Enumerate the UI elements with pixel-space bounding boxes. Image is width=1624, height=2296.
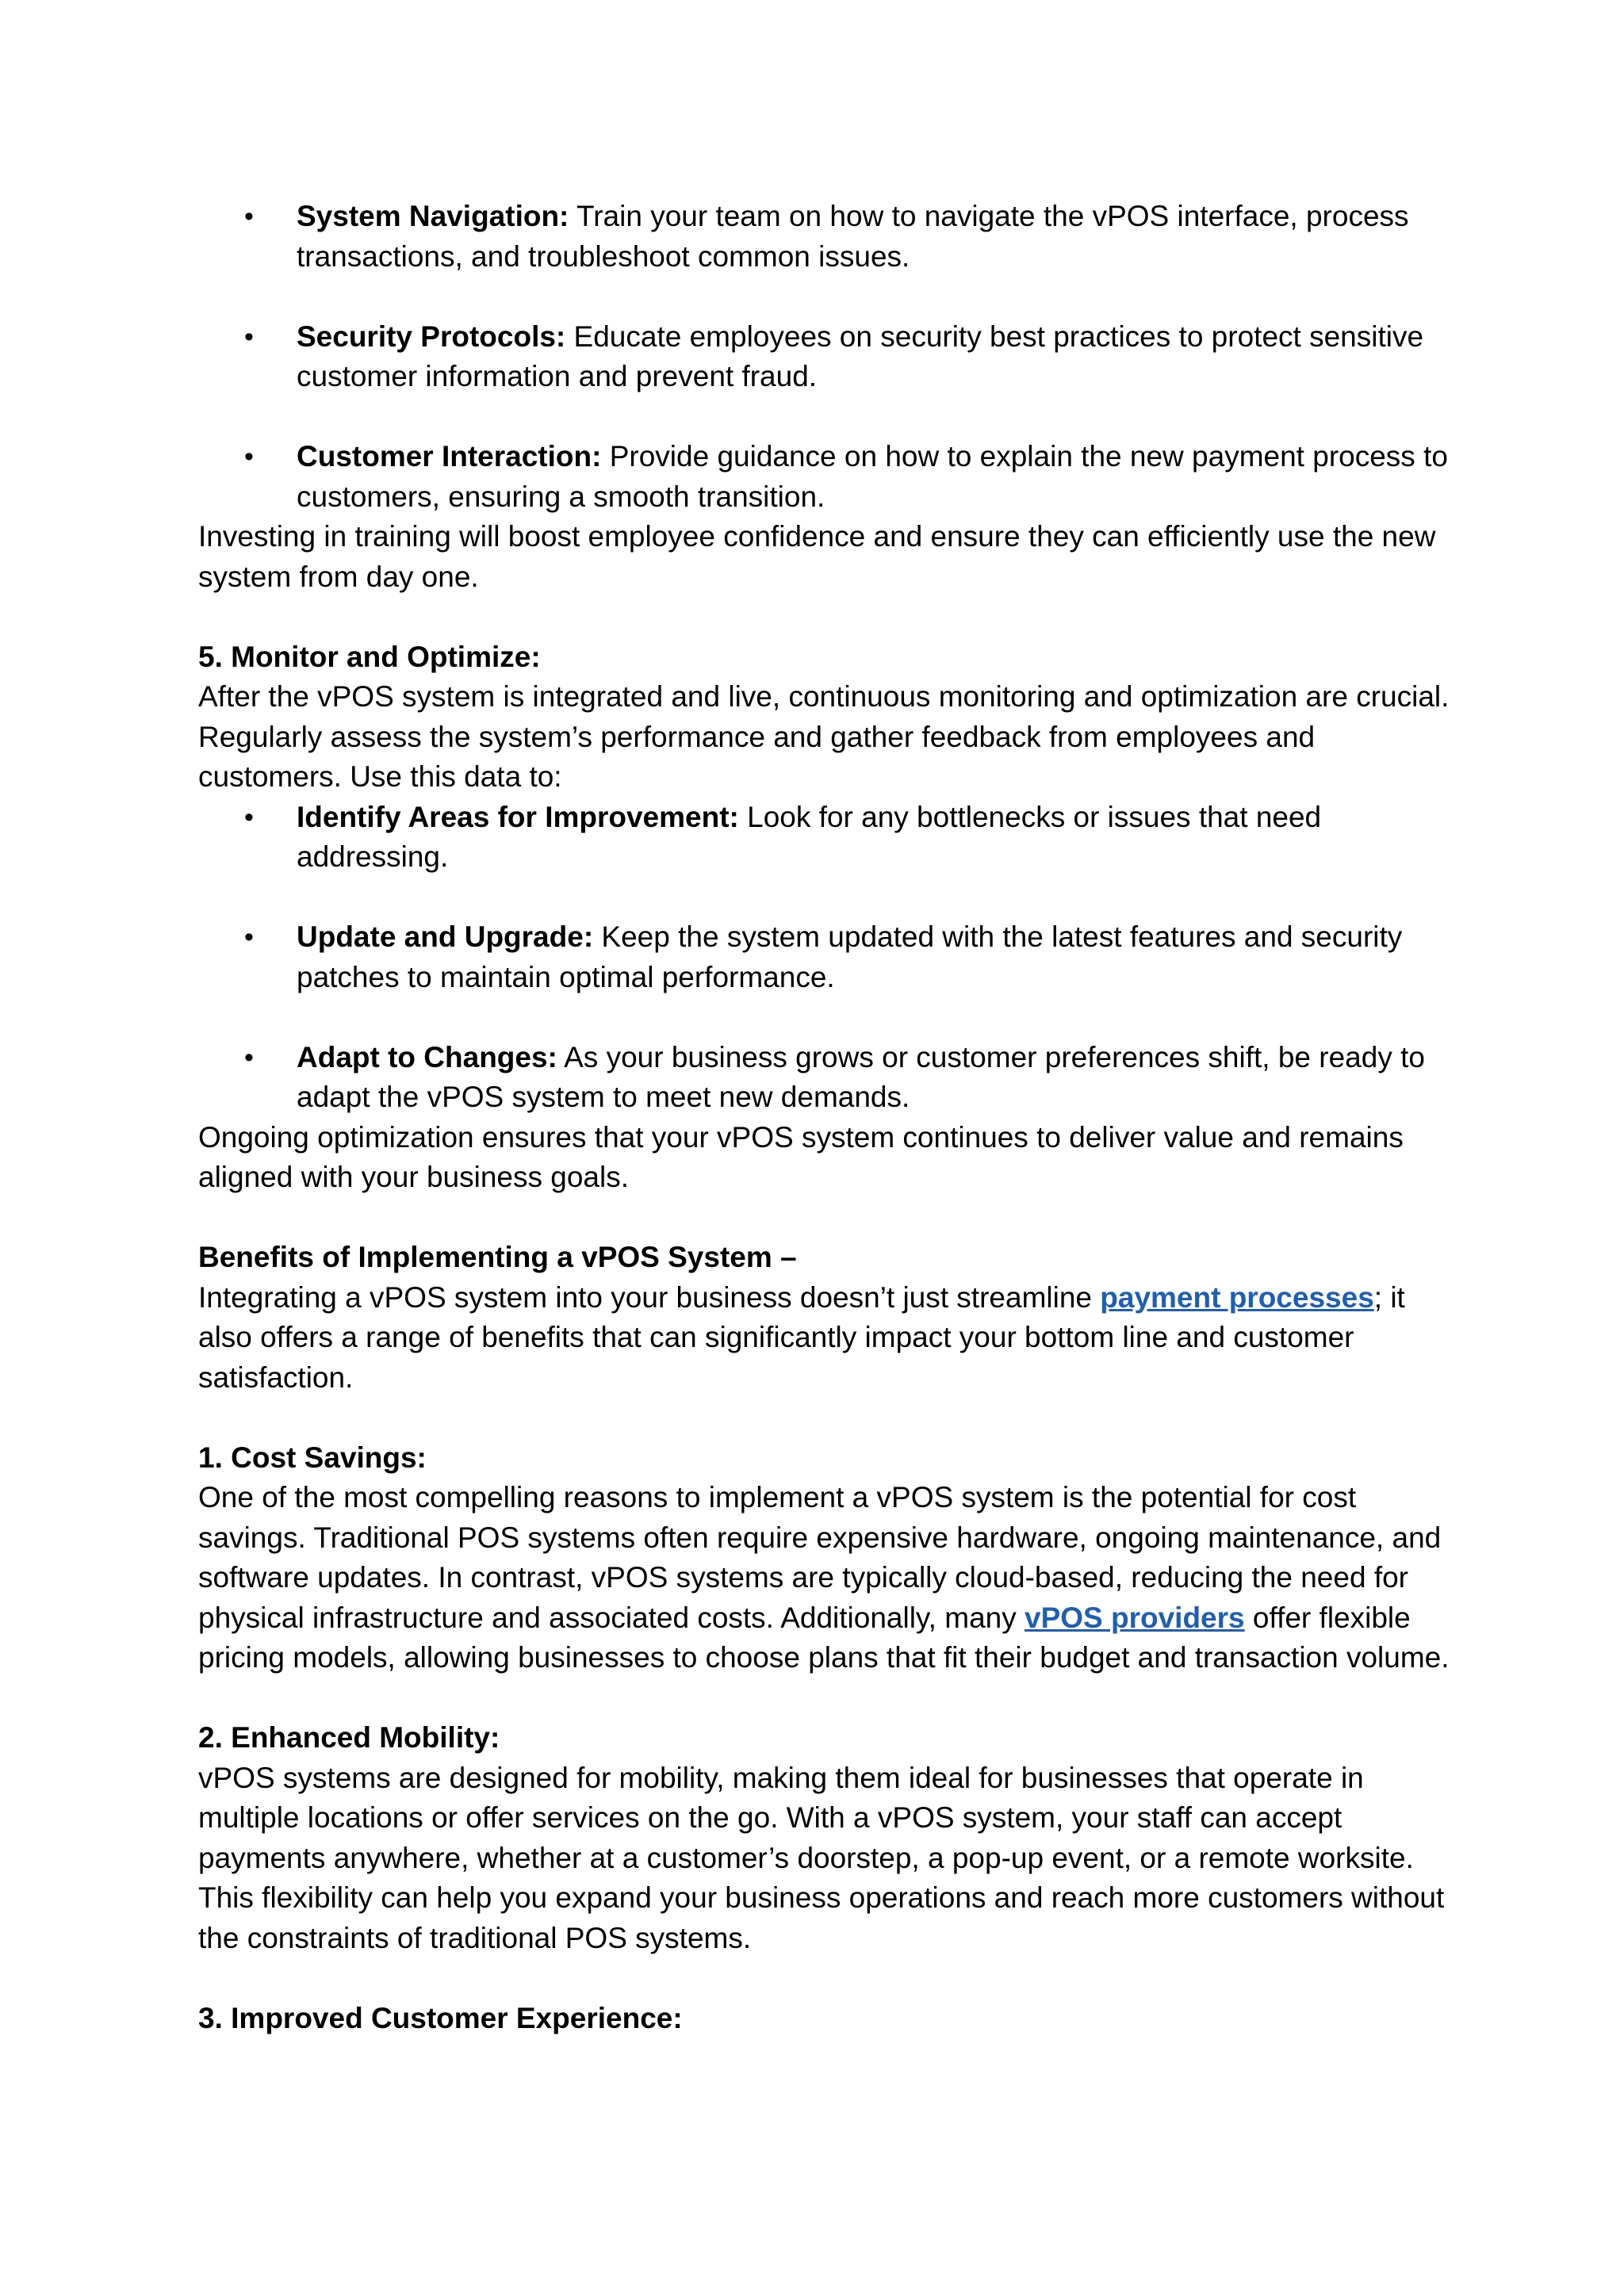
bullet-icon: • — [244, 922, 254, 952]
benefits-heading: Benefits of Implementing a vPOS System – — [198, 1241, 797, 1273]
benefits-intro-text-end: ; it also offers a range of benefits that can significantly impact your bottom line and customer satisfaction. — [198, 1280, 1405, 1394]
vpos-providers-link[interactable]: vPOS providers — [1025, 1601, 1245, 1634]
training-list — [198, 197, 1451, 517]
list-item — [198, 1038, 1451, 1118]
cost-savings-text — [198, 1478, 1451, 1678]
bullet-icon: • — [244, 442, 254, 472]
bullet-icon: • — [244, 1042, 254, 1073]
list-item — [198, 317, 1451, 397]
list-item-text: As your business grows or customer preferences shift, be ready to adapt the vPOS system to meet new demands. — [297, 1040, 1425, 1113]
monitor-intro: After the vPOS system is integrated and live, continuous monitoring and optimization are crucial. Regularly assess the system’s performance and gather feedback from employees and customers. Use this data to: — [198, 680, 1450, 793]
document-page — [198, 197, 1451, 2038]
mobility-text: vPOS systems are designed for mobility, making them ideal for businesses that operate in multiple locations or offer services on the go. With a vPOS system, your staff can accept payments anywhere, whether at a customer’s doorstep, a pop-up event, or a remote worksite. This flexibility can help you expand your business operations and reach more customers without the constraints of traditional POS systems. — [198, 1761, 1445, 1954]
list-item — [198, 798, 1451, 878]
list-item-text: Educate employees on security best practices to protect sensitive customer information and prevent fraud. — [297, 320, 1424, 392]
list-item-text: Train your team on how to navigate the vPOS interface, process transactions, and troubleshoot common issues. — [297, 200, 1409, 273]
list-item-term: System Navigation: — [297, 200, 569, 232]
cost-savings-text-end: offer flexible pricing models, allowing businesses to choose plans that fit their budget and transaction volume. — [198, 1601, 1450, 1674]
list-item-term: Identify Areas for Improvement: — [297, 800, 739, 833]
benefits-intro-text: Integrating a vPOS system into your business doesn’t just streamline — [198, 1280, 1101, 1314]
list-item — [198, 437, 1451, 517]
monitor-heading: 5. Monitor and Optimize: — [198, 640, 541, 673]
customer-experience-heading: 3. Improved Customer Experience: — [198, 2001, 683, 2034]
training-summary: Investing in training will boost employee confidence and ensure they can efficiently use the new system from day one. — [198, 520, 1436, 593]
list-item — [198, 917, 1451, 997]
bullet-icon: • — [244, 321, 254, 352]
benefits-intro — [198, 1278, 1451, 1399]
monitor-summary: Ongoing optimization ensures that your vPOS system continues to deliver value and remains aligned with your business goals. — [198, 1120, 1404, 1193]
list-item-term: Security Protocols: — [297, 320, 566, 353]
cost-savings-text-start: One of the most compelling reasons to implement a vPOS system is the potential for cost savings. Traditional POS systems often require expensive hardware, ongoing maintenance, and software updates. In contrast, vPOS systems are typically cloud-based, reducing the need for physical infrastructure and associated costs. Additionally, many — [198, 1481, 1442, 1634]
list-item-text: Look for any bottlenecks or issues that need addressing. — [297, 800, 1322, 873]
list-item-text: Provide guidance on how to explain the new payment process to customers, ensuring a smooth transition. — [297, 440, 1448, 513]
mobility-heading: 2. Enhanced Mobility: — [198, 1721, 500, 1754]
list-item-text: Keep the system updated with the latest features and security patches to maintain optimal performance. — [297, 920, 1403, 993]
payment-processes-link[interactable]: payment processes — [1100, 1280, 1374, 1314]
bullet-icon: • — [244, 802, 254, 832]
cost-savings-heading: 1. Cost Savings: — [198, 1441, 427, 1474]
list-item-term: Adapt to Changes: — [297, 1040, 557, 1073]
list-item — [198, 197, 1451, 277]
bullet-icon: • — [244, 201, 254, 232]
list-item-term: Customer Interaction: — [297, 440, 602, 473]
monitor-list — [198, 798, 1451, 1118]
list-item-term: Update and Upgrade: — [297, 920, 594, 953]
